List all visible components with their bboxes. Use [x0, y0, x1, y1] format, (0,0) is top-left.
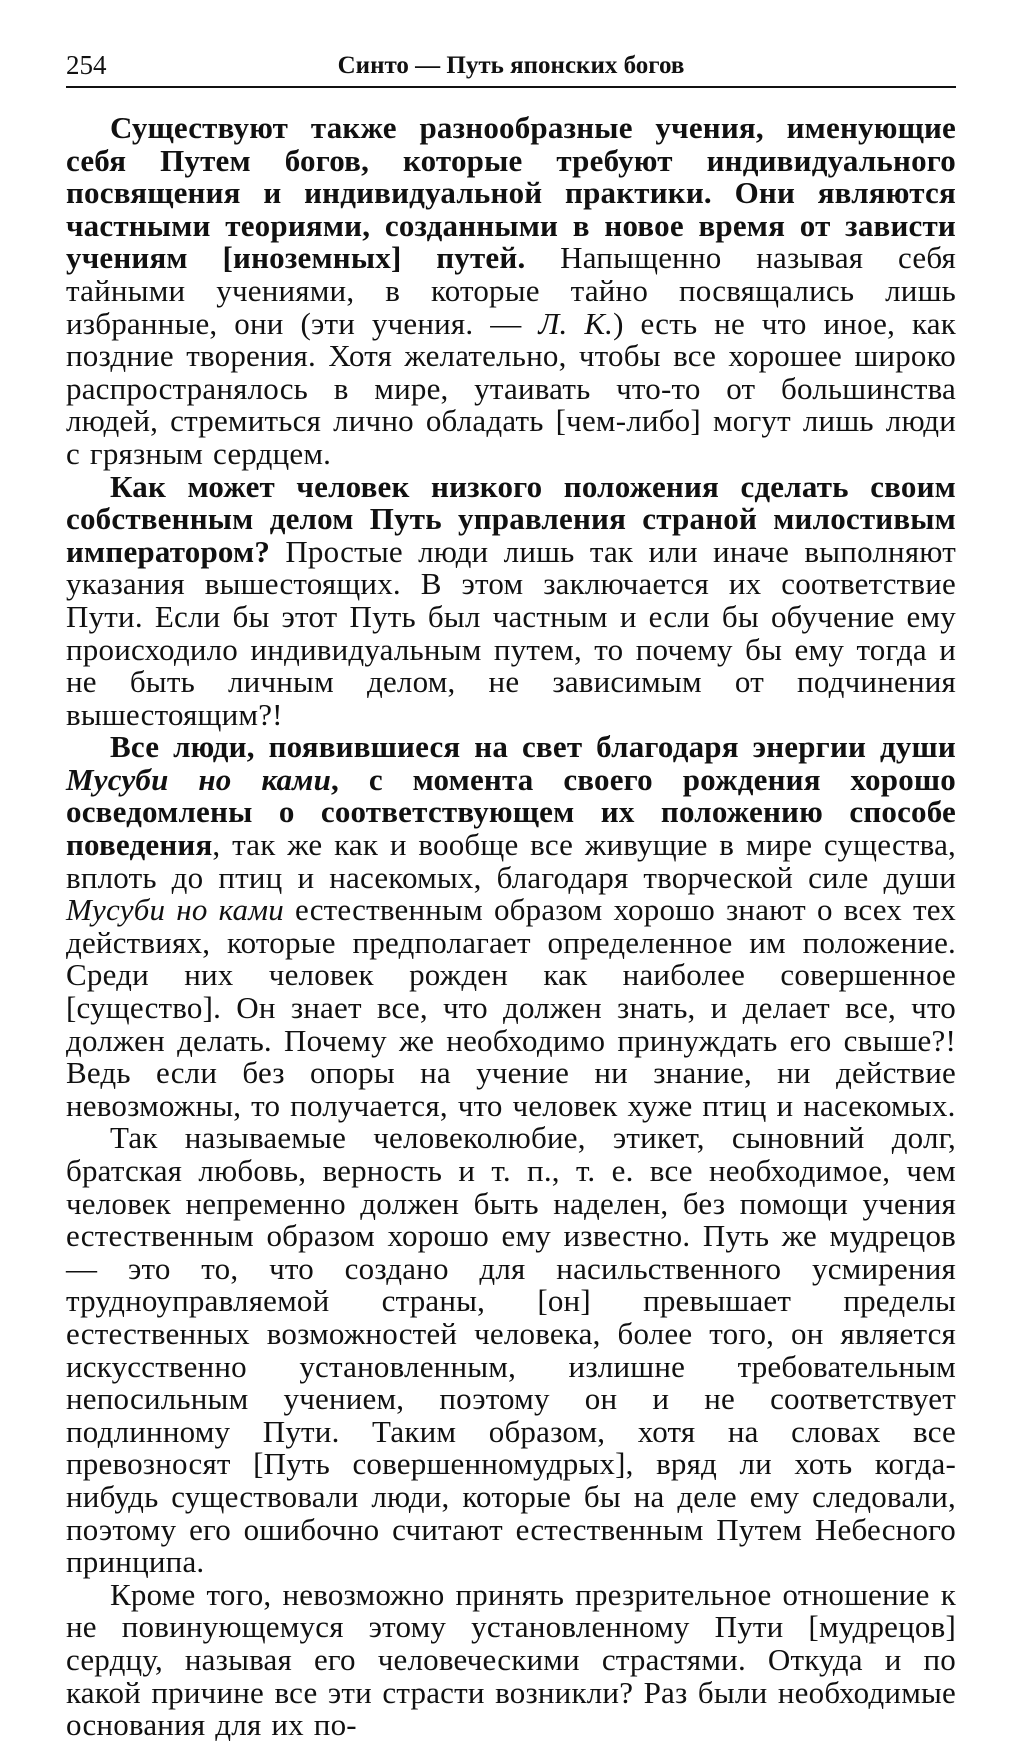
- bold-text: Все люди, появившиеся на свет благодаря энергии души: [110, 729, 956, 765]
- italic-text: Л. К.: [538, 305, 614, 341]
- text-run: Напыщенно называя себя тайными учениями, в которые тайно посвящались лишь избранные, они (эти учения. —: [66, 240, 956, 341]
- text-run: Кроме того, невозможно принять презрительное отношение к не повинующемуся этому установленному Пути [мудрецов] сердцу, называя его человеческими страстями. Откуда и по какой причине все эти страсти возникли? Раз были необходимые основания для их по-: [66, 1576, 956, 1742]
- book-page: [66, 44, 956, 1742]
- text-run: Так называемые человеколюбие, этикет, сыновний долг, братская любовь, верность и т. п., т. е. все необходимое, чем человек непременно должен быть наделен, без помощи учения естественным образом хорошо ему известно. Путь же мудрецов — это то, что создано для насильственного усмирения трудноуправляемой страны, [он] превышает пределы естественных возможностей человека, более того, он является искусственно установленным, излишне требовательным непосильным учением, поэтому он и не соответствует подлинному Пути. Таким образом, хотя на словах все превозносят [Путь совершенномудрых], вряд ли хоть когда-нибудь существовали люди, которые бы на деле ему следовали, поэтому его ошибочно считают естественным Путем Небесного принципа.: [66, 1120, 956, 1580]
- page-number: 254: [66, 50, 107, 80]
- bold-text: , с момента своего рождения хорошо осведомлены о соответствующем их положению способе поведения: [66, 761, 956, 863]
- body-text: [66, 112, 956, 1742]
- italic-text: Мусуби но ками: [66, 892, 284, 928]
- running-title: Синто — Путь японских богов: [337, 52, 685, 79]
- text-run: естественным образом хорошо знают о всех тех действиях, которые предполагает определенное им положение. Среди них человек рожден как наиболее совершенное [существо]. Он знает все, что должен знать, и делает все, что должен делать. Почему же необходимо принуждать его свыше?! Ведь если без опоры на учение ни знание, ни действие невозможны, то получается, что человек хуже птиц и насекомых.: [66, 892, 957, 1123]
- text-run: , так же как и вообще все живущие в мире существа, вплоть до птиц и насекомых, благодаря творческой силе души: [66, 827, 956, 895]
- text-run: ) есть не что иное, как поздние творения. Хотя желательно, чтобы все хорошее широко распространялось в мире, утаивать что-то от большинства людей, стремиться лично обладать [чем-либо] могут лишь люди с грязным сердцем.: [66, 305, 956, 471]
- bold-italic-text: [66, 762, 331, 797]
- bold-text: Как может человек низкого положения сделать своим собственным делом Путь управления страной милостивым императором?: [66, 468, 956, 569]
- italic-text: Мусуби но ками: [66, 761, 332, 797]
- paragraph: [66, 731, 956, 1122]
- bold-text: Существуют также разнообразные учения, именующие себя Путем богов, которые требуют индивидуального посвящения и индивидуальной практики. Они являются частными теориями, созданными в новое время от зависти учениям [иноземных] путей.: [66, 110, 956, 276]
- paragraph: [66, 468, 956, 732]
- text-run: Простые люди лишь так или иначе выполняют указания вышестоящих. В этом заключается их соответствие Пути. Если бы этот Путь был частным и если бы обучение ему происходило индивидуальным путем, то почему бы ему тогда и не быть личным делом, не зависимым от подчинения вышестоящим?!: [66, 533, 956, 732]
- paragraph: [66, 1576, 956, 1742]
- page-header: [66, 44, 956, 88]
- paragraph: [66, 1122, 956, 1578]
- paragraph: [66, 112, 956, 471]
